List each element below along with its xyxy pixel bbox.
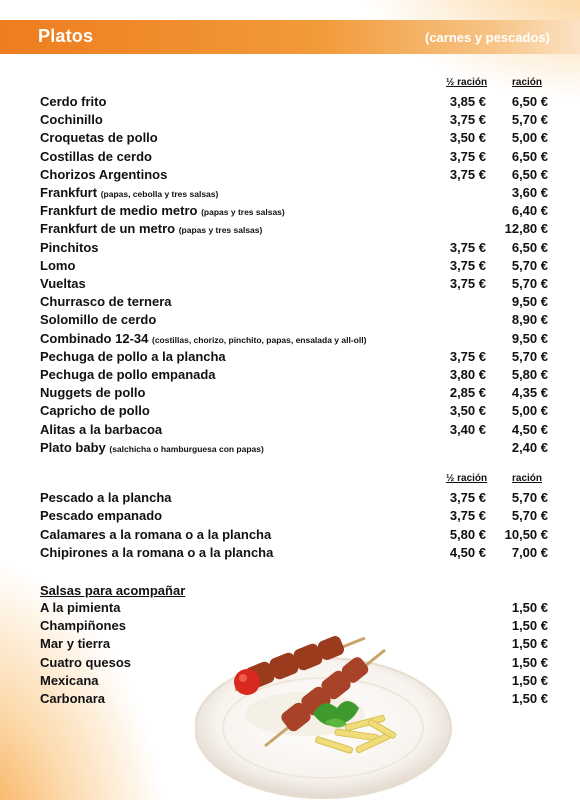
menu-item xyxy=(40,149,550,167)
menu-item-name-text: Pescado empanado xyxy=(40,508,163,524)
column-header-portion-fish: ración xyxy=(512,473,543,484)
menu-item-name xyxy=(40,422,162,437)
menu-item-name-text: Cerdo frito xyxy=(40,94,107,109)
column-header-portion: ración xyxy=(512,77,543,88)
menu-item-name-text: Nuggets de pollo xyxy=(40,385,146,401)
menu-item-name xyxy=(40,149,152,164)
half-portion-price: 3,75 € xyxy=(449,112,486,128)
sauce-name: Mexicana xyxy=(40,672,99,688)
portion-price: 5,70 € xyxy=(511,348,548,364)
column-header-half-portion: ½ ración xyxy=(446,77,488,88)
menu-item-name xyxy=(40,130,158,145)
portion-price: 3,60 € xyxy=(511,185,548,200)
sauce-name: Champiñones xyxy=(40,618,126,634)
sauce-price: 1,50 € xyxy=(511,618,548,634)
sauce-name: Cuatro quesos xyxy=(40,654,132,670)
menu-item-name-text: Frankfurt de medio metro xyxy=(40,203,198,219)
sauce-name: Carbonara xyxy=(40,691,106,706)
menu-item xyxy=(40,349,550,367)
menu-item xyxy=(40,422,550,440)
menu-item-name xyxy=(40,349,226,364)
menu-item-name-text: Calamares a la romana o a la plancha xyxy=(40,526,272,542)
half-portion-price: 3,85 € xyxy=(449,94,486,109)
half-portion-price: 3,75 € xyxy=(449,257,486,273)
half-portion-price: 3,75 € xyxy=(449,239,486,255)
sauce-item xyxy=(40,655,550,673)
portion-price: 6,50 € xyxy=(511,239,548,255)
menu-item-note: (costillas, chorizo, pinchito, papas, ensalada y all-oll) xyxy=(151,334,367,345)
portion-price: 5,70 € xyxy=(511,508,548,524)
menu-item-name xyxy=(40,112,103,127)
portion-price: 9,50 € xyxy=(511,330,548,346)
menu-item xyxy=(40,508,550,526)
portion-price: 2,40 € xyxy=(511,439,548,455)
menu-item-name xyxy=(40,167,167,182)
half-portion-price: 3,75 € xyxy=(449,148,486,164)
half-portion-price: 3,75 € xyxy=(449,508,486,524)
menu-item-name-text: Frankfurt de un metro xyxy=(40,221,176,237)
menu-item xyxy=(40,167,550,185)
sauce-item xyxy=(40,636,550,654)
menu-item-name xyxy=(40,385,145,400)
menu-item-name-text: Pechuga de pollo empanada xyxy=(40,367,216,382)
half-portion-price: 3,50 € xyxy=(449,130,486,146)
menu-item-name xyxy=(40,294,172,309)
menu-item-name-text: Chipirones a la romana o a la plancha xyxy=(40,544,274,560)
half-portion-price: 4,50 € xyxy=(449,544,486,560)
menu-item-name xyxy=(40,527,271,542)
menu-item-name xyxy=(40,367,216,382)
menu-item-name-text: Costillas de cerdo xyxy=(40,148,152,164)
menu-item-name-text: Croquetas de pollo xyxy=(40,130,158,146)
portion-price: 9,50 € xyxy=(511,294,548,310)
half-portion-price: 3,75 € xyxy=(449,166,486,182)
portion-price: 6,50 € xyxy=(511,94,548,109)
column-header-half-portion-fish: ½ ración xyxy=(446,473,488,484)
menu-item xyxy=(40,312,550,330)
menu-item-note: (papas y tres salsas) xyxy=(201,207,285,218)
sauce-item xyxy=(40,673,550,691)
half-portion-price: 3,40 € xyxy=(449,421,486,437)
menu-item-name xyxy=(40,240,99,255)
sauce-price: 1,50 € xyxy=(511,600,548,615)
menu-item xyxy=(40,545,550,563)
menu-item xyxy=(40,367,550,385)
portion-price: 4,50 € xyxy=(511,421,548,437)
menu-item xyxy=(40,130,550,148)
menu-item xyxy=(40,276,550,294)
menu-item xyxy=(40,440,550,458)
sauce-item xyxy=(40,618,550,636)
menu-item-name xyxy=(40,331,366,346)
half-portion-price: 3,75 € xyxy=(449,348,486,364)
portion-price: 7,00 € xyxy=(511,544,548,560)
sauce-item xyxy=(40,600,550,618)
sauce-name: A la pimienta xyxy=(40,600,121,615)
menu-item-note: (papas y tres salsas) xyxy=(178,225,263,236)
portion-price: 12,80 € xyxy=(504,221,548,237)
menu-item-name xyxy=(40,403,150,418)
menu-item xyxy=(40,203,550,221)
sauce-price: 1,50 € xyxy=(511,672,548,688)
menu-item-name-text: Plato baby xyxy=(40,439,106,455)
menu-item-name xyxy=(40,508,162,523)
portion-price: 5,70 € xyxy=(511,490,548,505)
half-portion-price: 3,75 € xyxy=(449,490,486,505)
sauces-heading: Salsas para acompañar xyxy=(40,583,186,598)
half-portion-price: 5,80 € xyxy=(449,526,486,542)
portion-price: 6,40 € xyxy=(511,203,548,219)
menu-item-name-text: Alitas a la barbacoa xyxy=(40,421,163,437)
portion-price: 6,50 € xyxy=(511,166,548,182)
menu-item-name-text: Cochinillo xyxy=(40,112,103,128)
portion-price: 4,35 € xyxy=(511,385,548,401)
menu-item-name-text: Vueltas xyxy=(40,276,86,291)
menu-item xyxy=(40,331,550,349)
portion-price: 5,70 € xyxy=(511,112,548,128)
menu-item-name xyxy=(40,490,172,505)
menu-item-name-text: Frankfurt xyxy=(40,185,98,200)
menu-item-name xyxy=(40,312,156,327)
half-portion-price: 2,85 € xyxy=(449,385,486,401)
menu-item xyxy=(40,294,550,312)
portion-price: 8,90 € xyxy=(511,312,548,328)
menu-item xyxy=(40,403,550,421)
menu-item xyxy=(40,527,550,545)
sauce-name: Mar y tierra xyxy=(40,636,111,652)
menu-item xyxy=(40,221,550,239)
portion-price: 10,50 € xyxy=(504,526,548,542)
page-subtitle: (carnes y pescados) xyxy=(424,30,550,45)
menu-item-note: (papas, cebolla y tres salsas) xyxy=(100,189,219,199)
menu-item-name-text: Combinado 12-34 xyxy=(40,330,149,346)
menu-item-name xyxy=(40,203,285,218)
menu-item-name xyxy=(40,276,86,291)
menu-item xyxy=(40,490,550,508)
portion-price: 5,70 € xyxy=(511,257,548,273)
menu-item xyxy=(40,240,550,258)
portion-price: 5,70 € xyxy=(511,276,548,291)
menu-item-name xyxy=(40,94,106,109)
menu-item xyxy=(40,112,550,130)
portion-price: 5,80 € xyxy=(511,367,548,382)
menu-item-name-text: Lomo xyxy=(40,257,76,273)
portion-price: 5,00 € xyxy=(511,130,548,146)
menu-item-name-text: Pechuga de pollo a la plancha xyxy=(40,348,226,364)
half-portion-price: 3,50 € xyxy=(449,403,486,419)
menu-item-name-text: Solomillo de cerdo xyxy=(40,312,157,328)
sauce-price: 1,50 € xyxy=(511,691,548,706)
menu-item-name-text: Capricho de pollo xyxy=(40,403,150,419)
sauce-item xyxy=(40,691,550,709)
menu-item-name-text: Pescado a la plancha xyxy=(40,490,172,505)
portion-price: 6,50 € xyxy=(511,148,548,164)
menu-item-name xyxy=(40,185,218,200)
menu-item xyxy=(40,185,550,203)
menu-item-name-text: Churrasco de ternera xyxy=(40,294,172,310)
sauce-price: 1,50 € xyxy=(511,636,548,652)
half-portion-price: 3,75 € xyxy=(449,276,486,291)
menu-item xyxy=(40,385,550,403)
menu-item-name xyxy=(40,440,264,455)
menu-item-note: (salchicha o hamburguesa con papas) xyxy=(109,443,264,454)
sauce-price: 1,50 € xyxy=(511,654,548,670)
menu-item-name xyxy=(40,258,75,273)
page-title: Platos xyxy=(38,26,94,46)
menu-item-name xyxy=(40,221,262,236)
menu-item-name-text: Pinchitos xyxy=(40,239,99,255)
half-portion-price: 3,80 € xyxy=(449,367,486,382)
menu-item xyxy=(40,94,550,112)
portion-price: 5,00 € xyxy=(511,403,548,419)
menu-item xyxy=(40,258,550,276)
menu-item-name xyxy=(40,545,273,560)
menu-item-name-text: Chorizos Argentinos xyxy=(40,166,168,182)
